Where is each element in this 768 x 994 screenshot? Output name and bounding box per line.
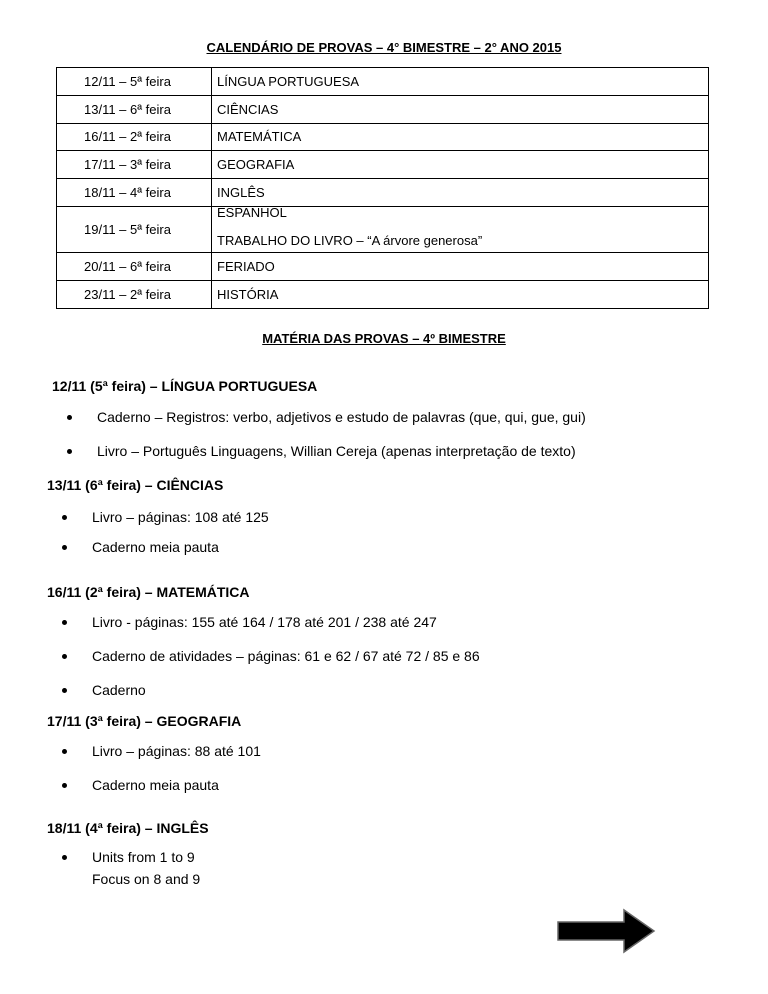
schedule-subject: MATEMÁTICA	[212, 123, 709, 151]
bullet-icon	[67, 415, 72, 420]
exam-section	[52, 377, 732, 460]
schedule-date: 18/11 – 4ª feira	[57, 179, 212, 207]
table-row	[57, 206, 709, 252]
table-row	[57, 123, 709, 151]
section-heading: 13/11 (6ª feira) – CIÊNCIAS	[47, 477, 224, 493]
bullet-icon	[62, 620, 67, 625]
exam-section	[47, 583, 727, 699]
subject-line: TRABALHO DO LIVRO – “A árvore generosa”	[217, 232, 483, 248]
section-heading: 18/11 (4ª feira) – INGLÊS	[47, 820, 209, 836]
bullet-icon	[62, 688, 67, 693]
bullet-icon	[62, 515, 67, 520]
exam-section	[47, 712, 727, 794]
list-item: Units from 1 to 9	[47, 848, 727, 866]
section-heading: 16/11 (2ª feira) – MATEMÁTICA	[47, 584, 250, 600]
schedule-subject: INGLÊS	[212, 179, 709, 207]
list-item: Livro – páginas: 88 até 101	[47, 742, 727, 760]
schedule-date: 17/11 – 3ª feira	[57, 151, 212, 179]
schedule-date: 13/11 – 6ª feira	[57, 95, 212, 123]
bullet-icon	[62, 783, 67, 788]
schedule-subject: HISTÓRIA	[212, 280, 709, 308]
list-item: Livro – páginas: 108 até 125	[47, 508, 727, 526]
bullet-icon	[62, 855, 67, 860]
list-item: Caderno meia pauta	[47, 538, 727, 556]
right-arrow-icon[interactable]	[556, 906, 656, 956]
section-heading: 17/11 (3ª feira) – GEOGRAFIA	[47, 713, 242, 729]
schedule-subject: LÍNGUA PORTUGUESA	[212, 68, 709, 96]
section-heading: 12/11 (5ª feira) – LÍNGUA PORTUGUESA	[52, 378, 318, 394]
bullet-icon	[62, 749, 67, 754]
schedule-date: 16/11 – 2ª feira	[57, 123, 212, 151]
exam-section	[47, 476, 727, 556]
schedule-subject: GEOGRAFIA	[212, 151, 709, 179]
bullet-icon	[67, 449, 72, 454]
list-item: Caderno – Registros: verbo, adjetivos e estudo de palavras (que, qui, gue, gui)	[52, 408, 732, 426]
schedule-subject: CIÊNCIAS	[212, 95, 709, 123]
schedule-date: 12/11 – 5ª feira	[57, 68, 212, 96]
schedule-subject	[212, 206, 709, 252]
schedule-date: 19/11 – 5ª feira	[57, 206, 212, 252]
list-item: Livro – Português Linguagens, Willian Cereja (apenas interpretação de texto)	[52, 442, 732, 460]
schedule-date: 20/11 – 6ª feira	[57, 252, 212, 280]
page-title: CALENDÁRIO DE PROVAS – 4° BIMESTRE – 2° ANO 2015	[206, 40, 562, 55]
schedule-subject: FERIADO	[212, 252, 709, 280]
section-subtitle: MATÉRIA DAS PROVAS – 4º BIMESTRE	[262, 331, 506, 346]
table-row	[57, 95, 709, 123]
bullet-icon	[62, 654, 67, 659]
table-row	[57, 252, 709, 280]
bullet-icon	[62, 545, 67, 550]
list-item: Livro - páginas: 155 até 164 / 178 até 201 / 238 até 247	[47, 613, 727, 631]
list-item: Caderno	[47, 681, 727, 699]
table-row	[57, 68, 709, 96]
schedule-date: 23/11 – 2ª feira	[57, 280, 212, 308]
exam-section	[47, 819, 727, 888]
table-row	[57, 280, 709, 308]
list-item: Caderno meia pauta	[47, 776, 727, 794]
table-row	[57, 179, 709, 207]
exam-schedule-table	[56, 67, 709, 309]
list-item-extra: Focus on 8 and 9	[92, 871, 201, 887]
list-item: Caderno de atividades – páginas: 61 e 62 / 67 até 72 / 85 e 86	[47, 647, 727, 665]
table-row	[57, 151, 709, 179]
subject-line: ESPANHOL	[217, 204, 287, 220]
